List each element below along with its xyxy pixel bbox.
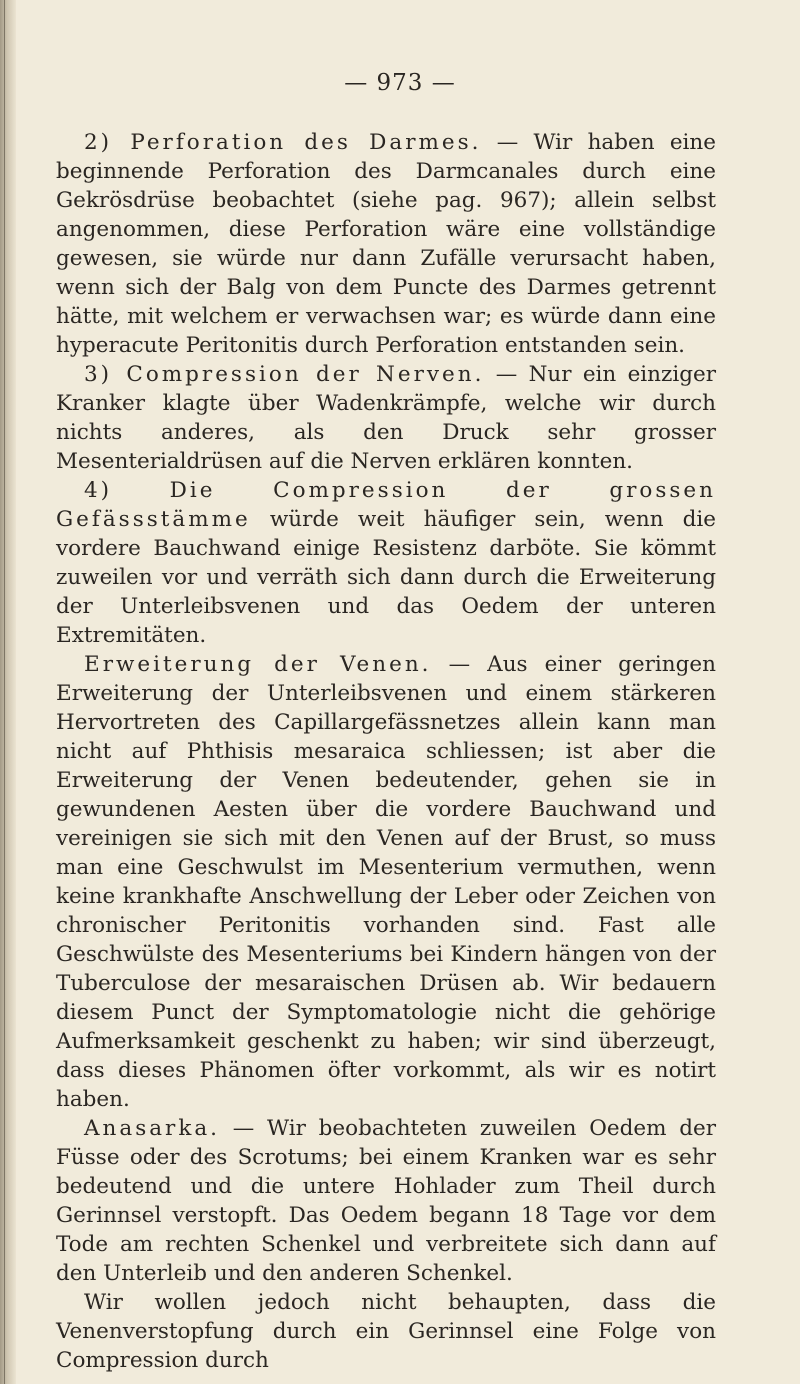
paragraph-perforation	[56, 128, 716, 360]
heading-erweiterung-venen: Erweiterung der Venen.	[84, 652, 432, 677]
paragraph-body: Wir wollen jedoch nicht behaupten, dass die Venenverstopfung durch ein Gerinnsel eine Folge von Compression durch	[56, 1290, 716, 1373]
paragraph-body: — Aus einer geringen Erweiterung der Unterleibsvenen und einem stärkeren Hervortreten des Capillargefässnetzes allein kann man nicht auf Phthisis mesaraica schliessen; ist aber die Erweiterung der Venen bedeutender, gehen sie in gewundenen Aesten über die vordere Bauchwand und vereinigen sie sich mit den Venen auf der Brust, so muss man eine Geschwulst im Mesenterium vermuthen, wenn keine krankhafte Anschwellung der Leber oder Zeichen von chronischer Peritonitis vorhanden sind. Fast alle Geschwülste des Mesenteriums bei Kindern hängen von der Tuberculose der mesaraischen Drüsen ab. Wir bedauern diesem Punct der Symptomatologie nicht die gehörige Aufmerksamkeit geschenkt zu haben; wir sind überzeugt, dass dieses Phänomen öfter vorkommt, als wir es notirt haben.	[56, 652, 716, 1112]
heading-anasarka: Anasarka.	[84, 1116, 221, 1141]
heading-compression-nerven: 3) Compression der Nerven.	[84, 362, 485, 387]
paragraph-erweiterung-venen	[56, 650, 716, 1114]
paragraph-body: — Nur ein einziger Kranker klagte über Wadenkrämpfe, welche wir durch nichts anderes, als den Druck sehr grosser Mesenterialdrüsen auf die Nerven erklären konnten.	[56, 362, 717, 474]
paragraph-venenverstopfung	[56, 1288, 716, 1375]
paragraph-body: würde weit häufiger sein, wenn die vordere Bauchwand einige Resistenz darböte. Sie kömmt zuweilen vor und verräth sich dann durch die Erweiterung der Unterleibsvenen und das Oedem der unteren Extremitäten.	[56, 507, 716, 648]
heading-gefaessstaemme: 4) Die Compression der grossen Gefässstämme	[56, 478, 716, 532]
paragraph-anasarka	[56, 1114, 716, 1288]
heading-perforation: 2) Perforation des Darmes.	[84, 130, 482, 155]
body-text	[56, 128, 716, 1375]
paragraph-body: — Wir beobachteten zuweilen Oedem der Füsse oder des Scrotums; bei einem Kranken war es sehr bedeutend und die untere Hohlader zum Theil durch Gerinnsel verstopft. Das Oedem begann 18 Tage vor dem Tode am rechten Schenkel und verbreitete sich dann auf den Unterleib und den anderen Schenkel.	[56, 1116, 716, 1286]
paragraph-compression-nerven	[56, 360, 716, 476]
paragraph-body: — Wir haben eine beginnende Perforation des Darmcanales durch eine Gekrösdrüse beobachtet (siehe pag. 967); allein selbst angenommen, diese Perforation wäre eine vollständige gewesen, sie würde nur dann Zufälle verursacht haben, wenn sich der Balg von dem Puncte des Darmes getrennt hätte, mit welchem er verwachsen war; es würde dann eine hyperacute Peritonitis durch Perforation entstanden sein.	[56, 130, 716, 358]
page-number: — 973 —	[344, 70, 456, 96]
page-binding-edge	[0, 0, 16, 1384]
paragraph-gefaessstaemme	[56, 476, 716, 650]
